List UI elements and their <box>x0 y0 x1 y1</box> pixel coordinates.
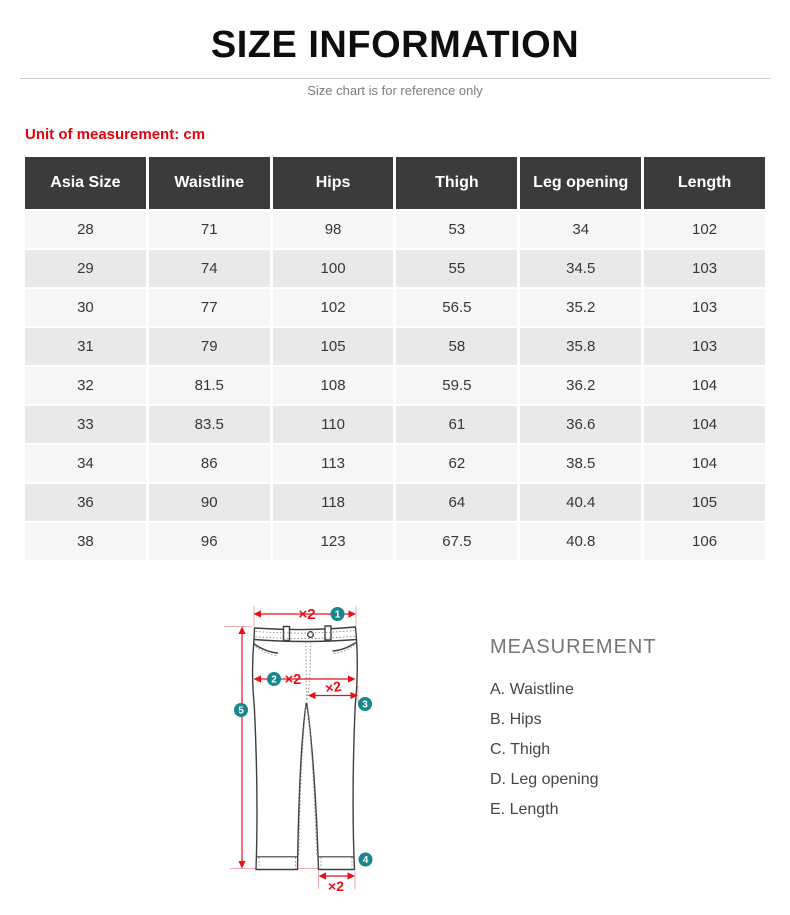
column-header: Hips <box>273 157 394 209</box>
size-cell: 103 <box>644 250 765 287</box>
table-row <box>25 367 765 404</box>
badge-waist <box>331 607 345 621</box>
reference-note: Size chart is for reference only <box>307 83 483 98</box>
size-cell: 36.6 <box>520 406 641 443</box>
size-cell: 123 <box>273 523 394 560</box>
table-row <box>25 406 765 443</box>
size-cell: 108 <box>273 367 394 404</box>
size-cell: 74 <box>149 250 270 287</box>
size-cell: 81.5 <box>149 367 270 404</box>
times2-label-hips: ×2 <box>284 672 302 688</box>
size-cell: 36 <box>25 484 146 521</box>
size-cell: 59.5 <box>396 367 517 404</box>
pants-measurement-diagram <box>222 598 482 900</box>
size-cell: 110 <box>273 406 394 443</box>
table-row <box>25 328 765 365</box>
table-row <box>25 523 765 560</box>
size-cell: 83.5 <box>149 406 270 443</box>
size-cell: 40.4 <box>520 484 641 521</box>
size-cell: 106 <box>644 523 765 560</box>
size-cell: 77 <box>149 289 270 326</box>
table-row <box>25 211 765 248</box>
measurement-list <box>490 675 657 825</box>
size-cell: 104 <box>644 406 765 443</box>
size-cell: 56.5 <box>396 289 517 326</box>
badge-length <box>234 703 248 717</box>
measurement-item: D. Leg opening <box>490 771 599 788</box>
table-row <box>25 445 765 482</box>
size-cell: 103 <box>644 289 765 326</box>
size-table-header <box>25 157 765 209</box>
pants-outline <box>253 626 358 870</box>
column-header: Length <box>644 157 765 209</box>
size-cell: 113 <box>273 445 394 482</box>
size-cell: 31 <box>25 328 146 365</box>
svg-text:5: 5 <box>238 705 244 717</box>
size-cell: 40.8 <box>520 523 641 560</box>
size-cell: 118 <box>273 484 394 521</box>
column-header: Waistline <box>149 157 270 209</box>
svg-text:2: 2 <box>271 674 277 686</box>
measurement-legend <box>490 636 657 825</box>
badge-thigh <box>358 697 372 711</box>
size-table <box>22 155 768 562</box>
column-header: Leg opening <box>520 157 641 209</box>
size-cell: 105 <box>273 328 394 365</box>
measurement-item: A. Waistline <box>490 681 574 698</box>
unit-of-measurement-label: Unit of measurement: cm <box>25 126 206 143</box>
size-cell: 105 <box>644 484 765 521</box>
times2-label-thigh: ×2 <box>323 677 343 697</box>
size-cell: 55 <box>396 250 517 287</box>
size-cell: 34 <box>25 445 146 482</box>
times2-label-waist: ×2 <box>298 606 316 623</box>
svg-text:3: 3 <box>362 699 368 711</box>
size-cell: 35.2 <box>520 289 641 326</box>
divider-line <box>20 78 770 79</box>
size-cell: 29 <box>25 250 146 287</box>
size-cell: 53 <box>396 211 517 248</box>
size-cell: 102 <box>644 211 765 248</box>
page-title: SIZE INFORMATION <box>210 24 580 66</box>
column-header: Thigh <box>396 157 517 209</box>
size-cell: 34.5 <box>520 250 641 287</box>
measurement-item: C. Thigh <box>490 741 551 758</box>
size-cell: 38.5 <box>520 445 641 482</box>
size-cell: 30 <box>25 289 146 326</box>
measurement-title: MEASUREMENT <box>490 636 657 658</box>
size-cell: 61 <box>396 406 517 443</box>
size-cell: 67.5 <box>396 523 517 560</box>
table-row <box>25 250 765 287</box>
size-cell: 71 <box>149 211 270 248</box>
svg-text:1: 1 <box>334 609 341 621</box>
size-cell: 36.2 <box>520 367 641 404</box>
size-cell: 103 <box>644 328 765 365</box>
header-row <box>25 157 765 209</box>
measurement-item: E. Length <box>490 801 559 818</box>
times2-label-leg-opening: ×2 <box>328 878 344 894</box>
size-cell: 35.8 <box>520 328 641 365</box>
badge-hips <box>267 672 281 686</box>
size-cell: 96 <box>149 523 270 560</box>
svg-text:4: 4 <box>362 855 369 866</box>
table-row <box>25 289 765 326</box>
size-cell: 64 <box>396 484 517 521</box>
table-row <box>25 484 765 521</box>
size-cell: 28 <box>25 211 146 248</box>
size-cell: 32 <box>25 367 146 404</box>
size-cell: 58 <box>396 328 517 365</box>
size-cell: 34 <box>520 211 641 248</box>
size-table-body <box>25 211 765 560</box>
size-cell: 98 <box>273 211 394 248</box>
size-cell: 38 <box>25 523 146 560</box>
size-cell: 33 <box>25 406 146 443</box>
badge-leg-opening <box>359 853 373 867</box>
size-cell: 102 <box>273 289 394 326</box>
size-cell: 100 <box>273 250 394 287</box>
column-header: Asia Size <box>25 157 146 209</box>
size-cell: 104 <box>644 367 765 404</box>
size-cell: 79 <box>149 328 270 365</box>
size-cell: 104 <box>644 445 765 482</box>
size-cell: 90 <box>149 484 270 521</box>
size-cell: 86 <box>149 445 270 482</box>
size-cell: 62 <box>396 445 517 482</box>
measurement-item: B. Hips <box>490 711 542 728</box>
